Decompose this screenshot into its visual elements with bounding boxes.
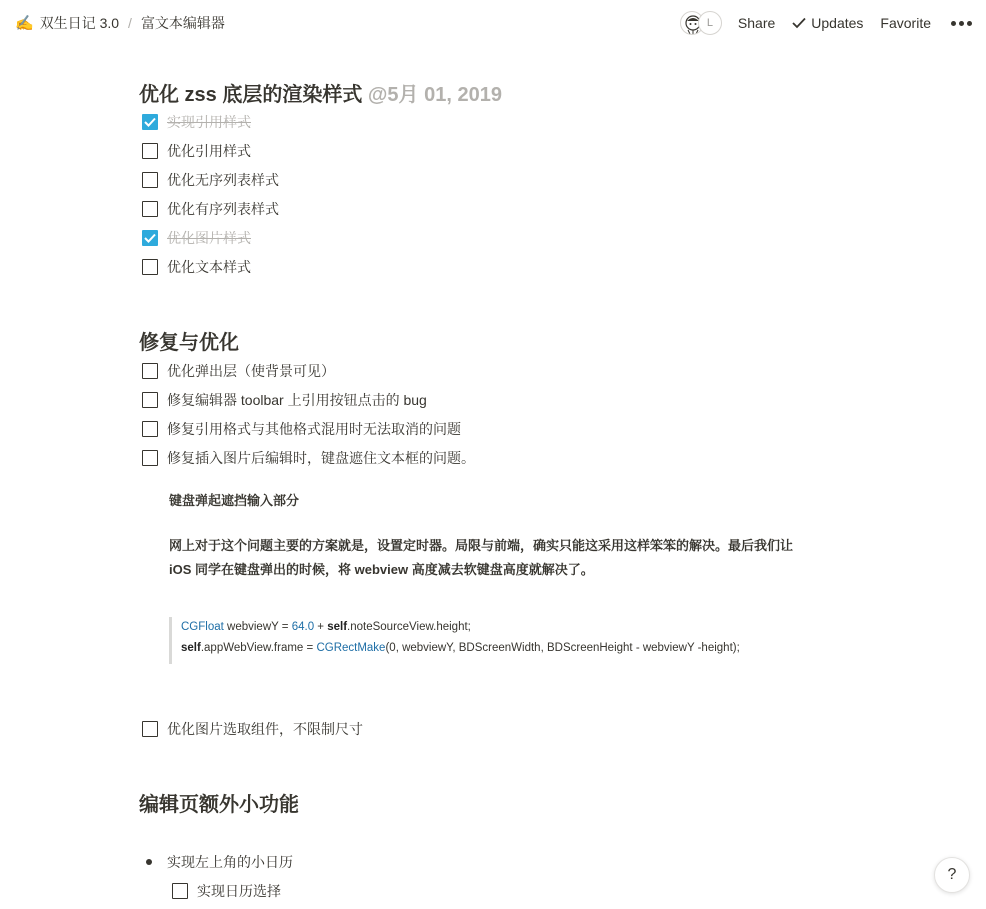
collaborator-avatars[interactable] (680, 10, 722, 36)
todo-label: 优化有序列表样式 (167, 201, 279, 217)
header-actions (680, 8, 972, 38)
updates-button[interactable] (792, 15, 863, 31)
note-subtitle[interactable]: 键盘弹起遮挡输入部分 (169, 493, 300, 508)
date-mention[interactable]: @5月 01, 2019 (367, 84, 502, 106)
todo-item[interactable] (142, 419, 461, 439)
todo-item[interactable] (142, 448, 475, 468)
todo-label: 优化图片选取组件，不限制尺寸 (167, 721, 363, 737)
checkbox[interactable] (142, 392, 158, 408)
todo-item[interactable] (142, 199, 279, 219)
code-line: CGFloat webviewY = 64.0 + self.noteSourceView.height; (181, 621, 471, 633)
checkbox[interactable] (142, 259, 158, 275)
heading-text: 编辑页额外小功能 (139, 794, 299, 816)
todo-item[interactable] (172, 881, 281, 901)
todo-item[interactable] (142, 257, 251, 277)
todo-label: 优化图片样式 (167, 230, 251, 246)
checkbox[interactable] (142, 450, 158, 466)
checkbox[interactable] (142, 172, 158, 188)
share-button[interactable] (738, 15, 775, 31)
breadcrumb-page[interactable]: 富文本编辑器 (140, 15, 225, 31)
todo-item[interactable] (142, 170, 279, 190)
todo-label: 优化弹出层（使背景可见） (167, 363, 335, 379)
bullet-list-item[interactable] (146, 852, 293, 872)
todo-label: 实现引用样式 (167, 114, 251, 130)
updates-label: Updates (811, 15, 864, 31)
todo-label: 修复编辑器 toolbar 上引用按钮点击的 bug (167, 392, 427, 408)
workspace-emoji-icon: ✍️ (15, 15, 34, 32)
todo-label: 优化无序列表样式 (167, 172, 279, 188)
checkbox-checked[interactable] (142, 230, 158, 246)
favorite-button[interactable] (880, 15, 931, 31)
todo-item[interactable] (142, 112, 251, 132)
breadcrumb-separator: / (128, 15, 132, 31)
code-line: self.appWebView.frame = CGRectMake(0, webviewY, BDScreenWidth, BDScreenHeight - webviewY -height); (181, 642, 740, 654)
more-options-icon[interactable] (951, 21, 972, 26)
help-button[interactable]: ? (934, 857, 970, 893)
todo-item[interactable] (142, 719, 363, 739)
check-icon (144, 233, 156, 243)
breadcrumb-workspace[interactable]: 双生日记 3.0 (39, 15, 120, 31)
section-heading-extra-features[interactable] (139, 788, 299, 817)
avatar-letter[interactable]: L (698, 11, 722, 35)
section-heading-fixes[interactable] (139, 326, 239, 355)
todo-label: 修复引用格式与其他格式混用时无法取消的问题 (167, 421, 461, 437)
favorite-label: Favorite (880, 15, 931, 31)
section-heading-render-styles[interactable] (139, 78, 502, 107)
checkbox[interactable] (142, 363, 158, 379)
breadcrumb (15, 13, 225, 33)
checkbox[interactable] (142, 143, 158, 159)
todo-label: 修复插入图片后编辑时，键盘遮住文本框的问题。 (167, 450, 475, 466)
bullet-text: 实现左上角的小日历 (167, 854, 293, 870)
check-icon (144, 117, 156, 127)
todo-label: 优化引用样式 (167, 143, 251, 159)
todo-item[interactable] (142, 228, 251, 248)
note-paragraph[interactable] (169, 534, 849, 582)
heading-text: 优化 zss 底层的渲染样式 (139, 84, 363, 106)
todo-label: 实现日历选择 (197, 883, 281, 899)
heading-text: 修复与优化 (139, 332, 239, 354)
checkbox[interactable] (172, 883, 188, 899)
code-quote-block[interactable] (169, 617, 849, 664)
todo-item[interactable] (142, 361, 335, 381)
note-line: 网上对于这个问题主要的方案就是，设置定时器。局限与前端，确实只能这采用这样笨笨的解决。最后我们让 (169, 538, 794, 553)
bullet-dot-icon (146, 859, 152, 865)
note-line: iOS 同学在键盘弹出的时候，将 webview 高度减去软键盘高度就解决了。 (169, 562, 594, 577)
todo-item[interactable] (142, 141, 251, 161)
share-label: Share (737, 15, 776, 31)
checkbox-checked[interactable] (142, 114, 158, 130)
check-icon (792, 17, 806, 29)
top-bar (0, 0, 986, 45)
checkbox[interactable] (142, 721, 158, 737)
checkbox[interactable] (142, 201, 158, 217)
todo-label: 优化文本样式 (167, 259, 251, 275)
checkbox[interactable] (142, 421, 158, 437)
todo-item[interactable] (142, 390, 427, 410)
